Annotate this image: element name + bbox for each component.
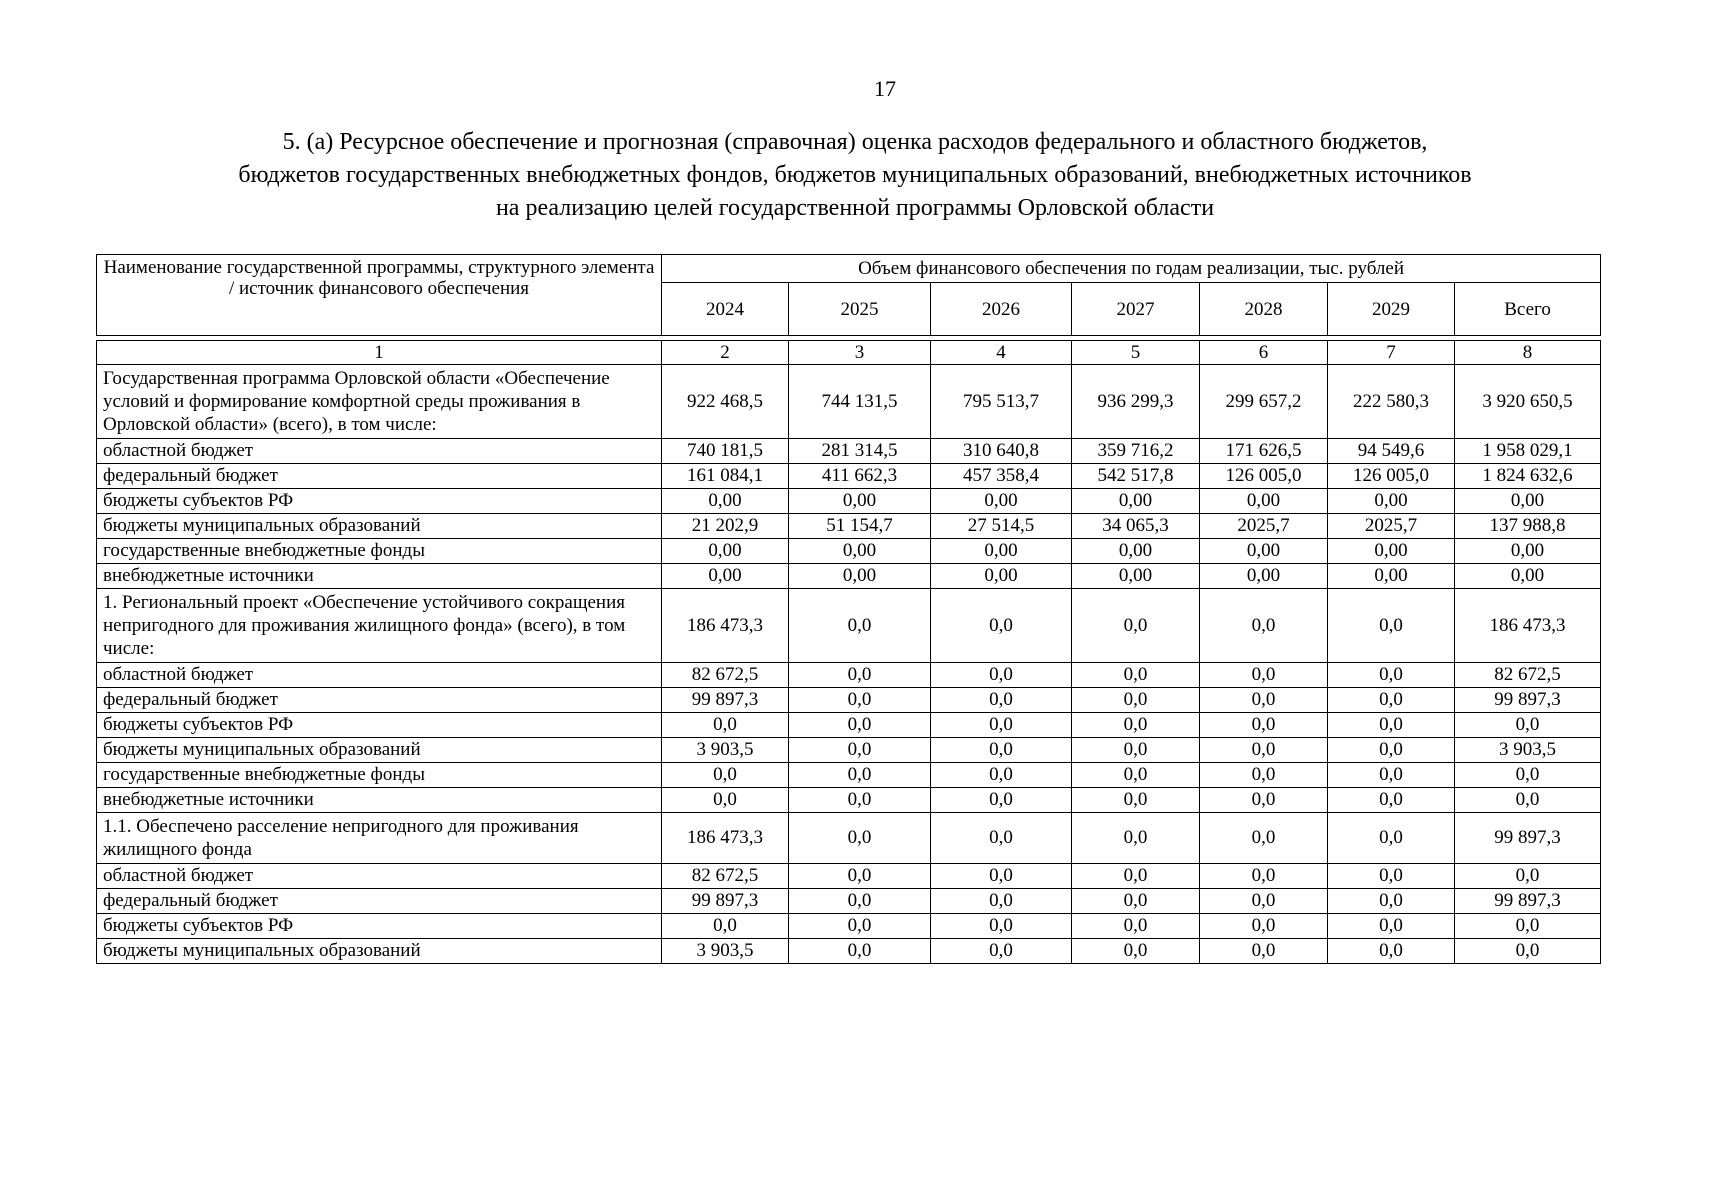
year-value-cell: 744 131,5 <box>789 365 931 439</box>
funding-source-cell: бюджеты субъектов РФ <box>97 713 662 738</box>
year-value-cell: 0,0 <box>931 713 1072 738</box>
table-row <box>97 813 1601 864</box>
year-value-cell: 0,0 <box>789 763 931 788</box>
program-name-cell: 1. Региональный проект «Обеспечение устойчивого сокращения непригодного для проживания жилищного фонда» (всего), в том числе: <box>97 589 662 663</box>
year-value-cell: 0,0 <box>931 813 1072 864</box>
year-value-cell: 0,0 <box>1328 688 1455 713</box>
year-value-cell: 0,0 <box>931 939 1072 964</box>
year-value-cell: 0,0 <box>1200 939 1328 964</box>
funding-source-cell: федеральный бюджет <box>97 464 662 489</box>
total-value-cell: 1 824 632,6 <box>1455 464 1601 489</box>
year-value-cell: 0,00 <box>789 489 931 514</box>
year-value-cell: 0,0 <box>789 589 931 663</box>
column-number-row <box>97 341 1601 365</box>
year-value-cell: 0,0 <box>789 914 931 939</box>
year-value-cell: 99 897,3 <box>662 688 789 713</box>
year-value-cell: 0,0 <box>1200 589 1328 663</box>
year-value-cell: 0,0 <box>1072 713 1200 738</box>
column-number: 5 <box>1072 341 1200 365</box>
year-value-cell: 82 672,5 <box>662 663 789 688</box>
year-value-cell: 0,0 <box>662 763 789 788</box>
total-value-cell: 82 672,5 <box>1455 663 1601 688</box>
year-value-cell: 0,00 <box>931 539 1072 564</box>
year-value-cell: 0,0 <box>789 813 931 864</box>
column-number: 8 <box>1455 341 1601 365</box>
year-value-cell: 0,0 <box>1328 864 1455 889</box>
total-value-cell: 3 903,5 <box>1455 738 1601 763</box>
year-value-cell: 0,0 <box>1072 763 1200 788</box>
year-value-cell: 0,0 <box>1328 939 1455 964</box>
year-value-cell: 0,00 <box>1200 539 1328 564</box>
table-row <box>97 514 1601 539</box>
year-value-cell: 359 716,2 <box>1072 439 1200 464</box>
column-number: 2 <box>662 341 789 365</box>
year-value-cell: 0,0 <box>1328 589 1455 663</box>
year-value-cell: 3 903,5 <box>662 738 789 763</box>
year-value-cell: 27 514,5 <box>931 514 1072 539</box>
year-value-cell: 0,0 <box>931 738 1072 763</box>
table-row <box>97 864 1601 889</box>
year-value-cell: 0,0 <box>1328 914 1455 939</box>
year-value-cell: 82 672,5 <box>662 864 789 889</box>
year-value-cell: 0,0 <box>1200 663 1328 688</box>
year-value-cell: 0,00 <box>1328 489 1455 514</box>
year-value-cell: 922 468,5 <box>662 365 789 439</box>
year-value-cell: 0,0 <box>931 763 1072 788</box>
title-line-2: бюджетов государственных внебюджетных фондов, бюджетов муниципальных образований, внебюджетных источников <box>238 162 1472 188</box>
year-value-cell: 0,00 <box>662 489 789 514</box>
year-value-cell: 0,0 <box>1328 663 1455 688</box>
year-value-cell: 0,0 <box>1072 663 1200 688</box>
table-row <box>97 738 1601 763</box>
funding-source-cell: областной бюджет <box>97 864 662 889</box>
year-value-cell: 299 657,2 <box>1200 365 1328 439</box>
year-value-cell: 0,0 <box>789 788 931 813</box>
table-row <box>97 439 1601 464</box>
year-value-cell: 0,0 <box>1072 914 1200 939</box>
year-value-cell: 0,0 <box>789 663 931 688</box>
year-value-cell: 542 517,8 <box>1072 464 1200 489</box>
column-number: 1 <box>97 341 662 365</box>
year-value-cell: 0,0 <box>931 589 1072 663</box>
year-header: 2024 <box>662 283 789 336</box>
year-value-cell: 161 084,1 <box>662 464 789 489</box>
funding-group-header: Объем финансового обеспечения по годам реализации, тыс. рублей <box>662 255 1601 283</box>
year-value-cell: 0,0 <box>1072 788 1200 813</box>
funding-source-cell: бюджеты муниципальных образований <box>97 738 662 763</box>
funding-source-cell: бюджеты муниципальных образований <box>97 514 662 539</box>
year-value-cell: 0,0 <box>1072 589 1200 663</box>
year-value-cell: 0,00 <box>789 539 931 564</box>
year-value-cell: 0,0 <box>1200 788 1328 813</box>
year-value-cell: 0,00 <box>662 539 789 564</box>
year-header: 2026 <box>931 283 1072 336</box>
table-row <box>97 688 1601 713</box>
year-value-cell: 0,0 <box>1328 889 1455 914</box>
total-value-cell: 0,0 <box>1455 713 1601 738</box>
year-header: 2027 <box>1072 283 1200 336</box>
year-value-cell: 0,0 <box>1200 763 1328 788</box>
year-value-cell: 51 154,7 <box>789 514 931 539</box>
total-value-cell: 0,0 <box>1455 864 1601 889</box>
year-value-cell: 186 473,3 <box>662 813 789 864</box>
name-column-header: Наименование государственной программы, структурного элемента / источник финансового обеспечения <box>97 255 662 336</box>
year-value-cell: 0,0 <box>1200 864 1328 889</box>
year-value-cell: 0,0 <box>931 688 1072 713</box>
year-value-cell: 0,0 <box>931 663 1072 688</box>
year-value-cell: 0,00 <box>1072 539 1200 564</box>
year-header: 2025 <box>789 283 931 336</box>
total-value-cell: 99 897,3 <box>1455 813 1601 864</box>
year-value-cell: 936 299,3 <box>1072 365 1200 439</box>
year-value-cell: 94 549,6 <box>1328 439 1455 464</box>
funding-table <box>96 340 1601 964</box>
table-row <box>97 464 1601 489</box>
funding-source-cell: федеральный бюджет <box>97 889 662 914</box>
total-value-cell: 0,0 <box>1455 914 1601 939</box>
year-header: 2028 <box>1200 283 1328 336</box>
total-value-cell: 0,00 <box>1455 564 1601 589</box>
document-title <box>95 126 1615 225</box>
year-value-cell: 0,0 <box>789 713 931 738</box>
year-value-cell: 0,0 <box>1072 889 1200 914</box>
year-value-cell: 0,0 <box>1200 713 1328 738</box>
year-value-cell: 0,0 <box>1200 688 1328 713</box>
year-value-cell: 222 580,3 <box>1328 365 1455 439</box>
year-value-cell: 0,0 <box>662 713 789 738</box>
year-value-cell: 99 897,3 <box>662 889 789 914</box>
year-value-cell: 0,00 <box>1200 564 1328 589</box>
year-value-cell: 2025,7 <box>1200 514 1328 539</box>
total-value-cell: 99 897,3 <box>1455 688 1601 713</box>
year-value-cell: 310 640,8 <box>931 439 1072 464</box>
year-value-cell: 0,0 <box>662 788 789 813</box>
year-value-cell: 0,0 <box>662 914 789 939</box>
year-value-cell: 0,00 <box>931 489 1072 514</box>
table-row <box>97 914 1601 939</box>
table-row <box>97 365 1601 439</box>
year-value-cell: 0,0 <box>1200 914 1328 939</box>
column-number: 6 <box>1200 341 1328 365</box>
table-row <box>97 763 1601 788</box>
year-value-cell: 0,00 <box>1200 489 1328 514</box>
total-value-cell: 0,00 <box>1455 489 1601 514</box>
year-value-cell: 0,0 <box>1072 813 1200 864</box>
year-value-cell: 0,0 <box>789 738 931 763</box>
year-value-cell: 457 358,4 <box>931 464 1072 489</box>
year-value-cell: 34 065,3 <box>1072 514 1200 539</box>
total-value-cell: 1 958 029,1 <box>1455 439 1601 464</box>
year-value-cell: 0,0 <box>1328 713 1455 738</box>
year-value-cell: 0,00 <box>789 564 931 589</box>
funding-source-cell: областной бюджет <box>97 439 662 464</box>
table-header <box>96 254 1601 336</box>
year-value-cell: 0,00 <box>1072 564 1200 589</box>
year-value-cell: 0,0 <box>1328 763 1455 788</box>
year-value-cell: 0,0 <box>1200 889 1328 914</box>
total-value-cell: 186 473,3 <box>1455 589 1601 663</box>
year-header: 2029 <box>1328 283 1455 336</box>
year-value-cell: 0,0 <box>1200 738 1328 763</box>
year-value-cell: 0,0 <box>931 889 1072 914</box>
funding-source-cell: бюджеты субъектов РФ <box>97 914 662 939</box>
column-number: 4 <box>931 341 1072 365</box>
year-value-cell: 126 005,0 <box>1328 464 1455 489</box>
year-value-cell: 0,0 <box>931 788 1072 813</box>
year-value-cell: 0,0 <box>1072 864 1200 889</box>
year-value-cell: 0,0 <box>789 688 931 713</box>
year-value-cell: 0,0 <box>789 864 931 889</box>
year-value-cell: 3 903,5 <box>662 939 789 964</box>
funding-source-cell: внебюджетные источники <box>97 788 662 813</box>
total-value-cell: 0,00 <box>1455 539 1601 564</box>
funding-source-cell: бюджеты муниципальных образований <box>97 939 662 964</box>
funding-source-cell: бюджеты субъектов РФ <box>97 489 662 514</box>
year-value-cell: 0,00 <box>662 564 789 589</box>
year-value-cell: 0,0 <box>789 939 931 964</box>
table-row <box>97 889 1601 914</box>
table-row <box>97 489 1601 514</box>
year-value-cell: 21 202,9 <box>662 514 789 539</box>
total-value-cell: 0,0 <box>1455 763 1601 788</box>
total-value-cell: 0,0 <box>1455 939 1601 964</box>
program-name-cell: Государственная программа Орловской области «Обеспечение условий и формирование комфортной среды проживания в Орловской области» (всего), в том числе: <box>97 365 662 439</box>
year-value-cell: 0,0 <box>1072 688 1200 713</box>
year-value-cell: 0,0 <box>1328 813 1455 864</box>
year-value-cell: 126 005,0 <box>1200 464 1328 489</box>
year-value-cell: 171 626,5 <box>1200 439 1328 464</box>
year-value-cell: 0,00 <box>1328 539 1455 564</box>
table-row <box>97 663 1601 688</box>
year-value-cell: 0,0 <box>1328 788 1455 813</box>
total-header: Всего <box>1455 283 1601 336</box>
total-value-cell: 3 920 650,5 <box>1455 365 1601 439</box>
year-value-cell: 0,0 <box>1072 939 1200 964</box>
year-value-cell: 0,0 <box>1328 738 1455 763</box>
funding-source-cell: внебюджетные источники <box>97 564 662 589</box>
year-value-cell: 740 181,5 <box>662 439 789 464</box>
funding-source-cell: федеральный бюджет <box>97 688 662 713</box>
table-row <box>97 939 1601 964</box>
year-value-cell: 0,0 <box>1200 813 1328 864</box>
year-value-cell: 795 513,7 <box>931 365 1072 439</box>
total-value-cell: 99 897,3 <box>1455 889 1601 914</box>
program-name-cell: 1.1. Обеспечено расселение непригодного для проживания жилищного фонда <box>97 813 662 864</box>
year-value-cell: 411 662,3 <box>789 464 931 489</box>
title-line-3: на реализацию целей государственной программы Орловской области <box>495 195 1215 221</box>
year-value-cell: 0,0 <box>931 864 1072 889</box>
funding-source-cell: государственные внебюджетные фонды <box>97 763 662 788</box>
year-value-cell: 0,0 <box>931 914 1072 939</box>
table-row <box>97 539 1601 564</box>
year-value-cell: 0,00 <box>1072 489 1200 514</box>
year-value-cell: 2025,7 <box>1328 514 1455 539</box>
total-value-cell: 0,0 <box>1455 788 1601 813</box>
year-value-cell: 0,0 <box>1072 738 1200 763</box>
title-line-1: 5. (а) Ресурсное обеспечение и прогнозная (справочная) оценка расходов федерального и областного бюджетов, <box>282 129 1428 155</box>
funding-source-cell: областной бюджет <box>97 663 662 688</box>
column-number: 3 <box>789 341 931 365</box>
page-number: 17 <box>874 76 896 101</box>
table-row <box>97 788 1601 813</box>
year-value-cell: 0,00 <box>1328 564 1455 589</box>
column-number: 7 <box>1328 341 1455 365</box>
year-value-cell: 186 473,3 <box>662 589 789 663</box>
table-row <box>97 564 1601 589</box>
funding-source-cell: государственные внебюджетные фонды <box>97 539 662 564</box>
year-value-cell: 0,0 <box>789 889 931 914</box>
total-value-cell: 137 988,8 <box>1455 514 1601 539</box>
table-row <box>97 713 1601 738</box>
table-row <box>97 589 1601 663</box>
year-value-cell: 0,00 <box>931 564 1072 589</box>
year-value-cell: 281 314,5 <box>789 439 931 464</box>
